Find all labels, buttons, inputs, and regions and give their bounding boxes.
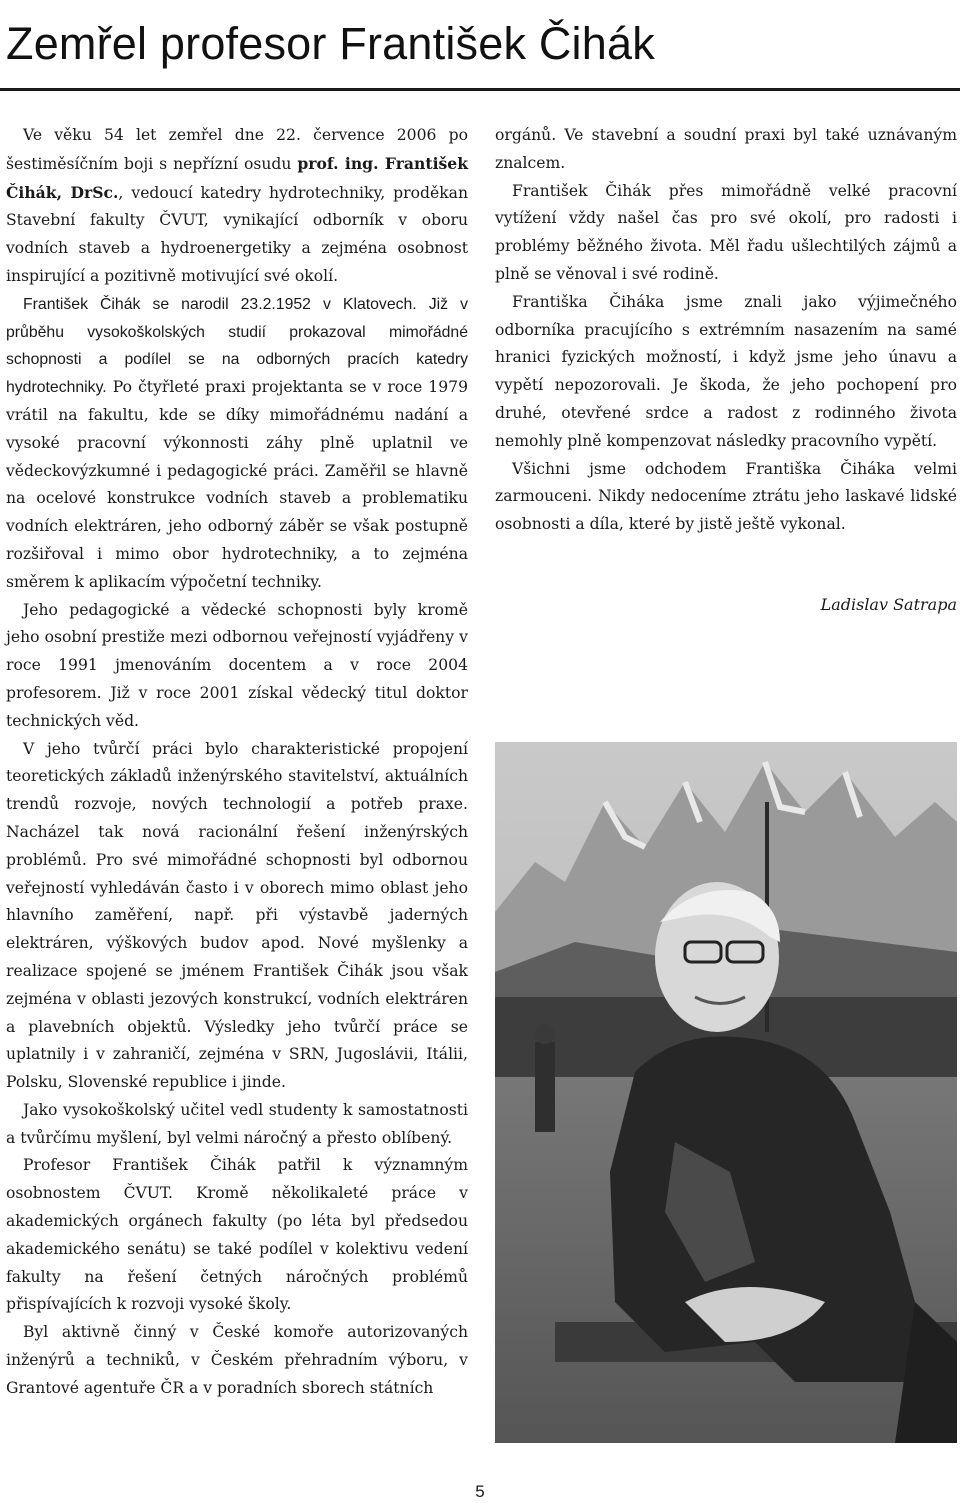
paragraph-farewell: Všichni jsme odchodem Františka Čiháka velmi zarmouceni. Nikdy nedoceníme ztrátu jeho laskavé lidské osobnosti a díla, které by jistě ještě vykonal. [495, 459, 957, 534]
paragraph-intro [6, 122, 468, 291]
article-title: Zemřel profesor František Čihák [6, 18, 655, 69]
paragraph-cvut: Profesor František Čihák patřil k významným osobnostem ČVUT. Kromě několikaleté práce v akademických orgánech fakulty (po léta byl předsedou akademického senátu) se také podílel v kolektivu vedení fakulty na řešení četných náročných problémů přispívajících k rozvoji vysoké školy. [6, 1156, 468, 1314]
paragraph-committees: Byl aktivně činný v České komoře autorizovaných inženýrů a techniků, v Českém přehradním výboru, v Grantové agentuře ČR a v poradních sborech státních [6, 1323, 468, 1397]
intro-text-continued: , vedoucí katedry hydrotechniky, proděkan Stavební fakulty ČVUT, vynikající odborník v oboru vodních staveb a hydroenergetiky a zejména osobnost inspirující a pozitivně motivující své okolí. [6, 183, 468, 285]
page-number: 5 [475, 1482, 485, 1501]
paragraph-degrees: Jeho pedagogické a vědecké schopnosti byly kromě jeho osobní prestiže mezi odbornou veřejností vyjádřeny v roce 1991 jmenováním docentem a v roce 2004 profesorem. Již v roce 2001 získal vědecký titul doktor technických věd. [6, 600, 468, 730]
paragraph-personal: František Čihák přes mimořádně velké pracovní vytížení vždy našel čas pro své okolí, pro radosti i problémy běžného života. Měl řadu ušlechtilých zájmů a plně se věnoval i své rodině. [495, 181, 957, 283]
title-rule [0, 88, 960, 91]
author-signature: Ladislav Satrapa [820, 595, 957, 614]
intro-text: Ve věku 54 let zemřel dne 22. července 2006 po šestiměsíčním boji s nepřízní osudu [6, 126, 468, 173]
career-text: Po čtyřleté praxi projektanta se v roce 1979 vrátil na fakultu, kde se díky mimořádnému nadání a vysoké pracovní výkonnosti záhy plně uplatnil ve vědeckovýzkumné i pedagogické práci. Zaměřil se hlavně na ocelové konstrukce vodních staveb a problematiku vodních elektráren, jeho odborný záběr se však postupně rozšiřoval i mimo obor hydrotechniky, a to zejména směrem k aplikacím výpočetní techniky. [6, 378, 468, 591]
professor-name: prof. ing. František Čihák, DrSc. [6, 153, 469, 202]
paragraph-remembrance: Františka Čiháka jsme znali jako výjimečného odborníka pracujícího s extrémním nasazením na samé hranici fyzických možností, i když jsme jeho únavu a vypětí nepozorovali. Je škoda, že jeho pochopení pro druhé, otevřené srdce a radost z rodinného života nemohly plně kompenzovat následky pracovního vypětí. [495, 292, 957, 450]
studies-sentence: Již v průběhu vysokoškolských studií prokazoval mimořádné schopnosti a podílel se na odborných pracích katedry hydrotechniky. [6, 295, 468, 397]
birth-sentence: František Čihák se narodil 23.2.1952 v Klatovech. [23, 295, 417, 313]
paragraph-biography [6, 291, 468, 597]
paragraph-teacher: Jako vysokoškolský učitel vedl studenty k samostatnosti a tvůrčímu myšlení, byl velmi náročný a přesto oblíbený. [6, 1100, 468, 1147]
right-column [495, 122, 957, 539]
paragraph-expert: orgánů. Ve stavební a soudní praxi byl také uznávaným znalcem. [495, 126, 957, 172]
paragraph-creative-work: V jeho tvůrčí práci bylo charakteristické propojení teoretických základů inženýrského stavitelství, aktuálních trendů rozvoje, nových technologií a potřeb praxe. Nacházel tak nová racionální řešení inženýrských problémů. Pro své mimořádné schopnosti byl odbornou veřejností vyhledáván často i v oborech mimo oblast jeho hlavního zaměření, např. při výstavbě jaderných elektráren, výškových budov apod. Nové myšlenky a realizace spojené se jménem František Čihák jsou však zejména v oblasti jezových konstrukcí, vodních elektráren a plavebních objektů. Výsledky jeho tvůrčí práce se uplatnily i v zahraničí, zejména v SRN, Jugoslávii, Itálii, Polsku, Slovenské republice i jinde. [6, 739, 468, 1092]
left-column [6, 122, 468, 1403]
portrait-photo [495, 742, 957, 1443]
